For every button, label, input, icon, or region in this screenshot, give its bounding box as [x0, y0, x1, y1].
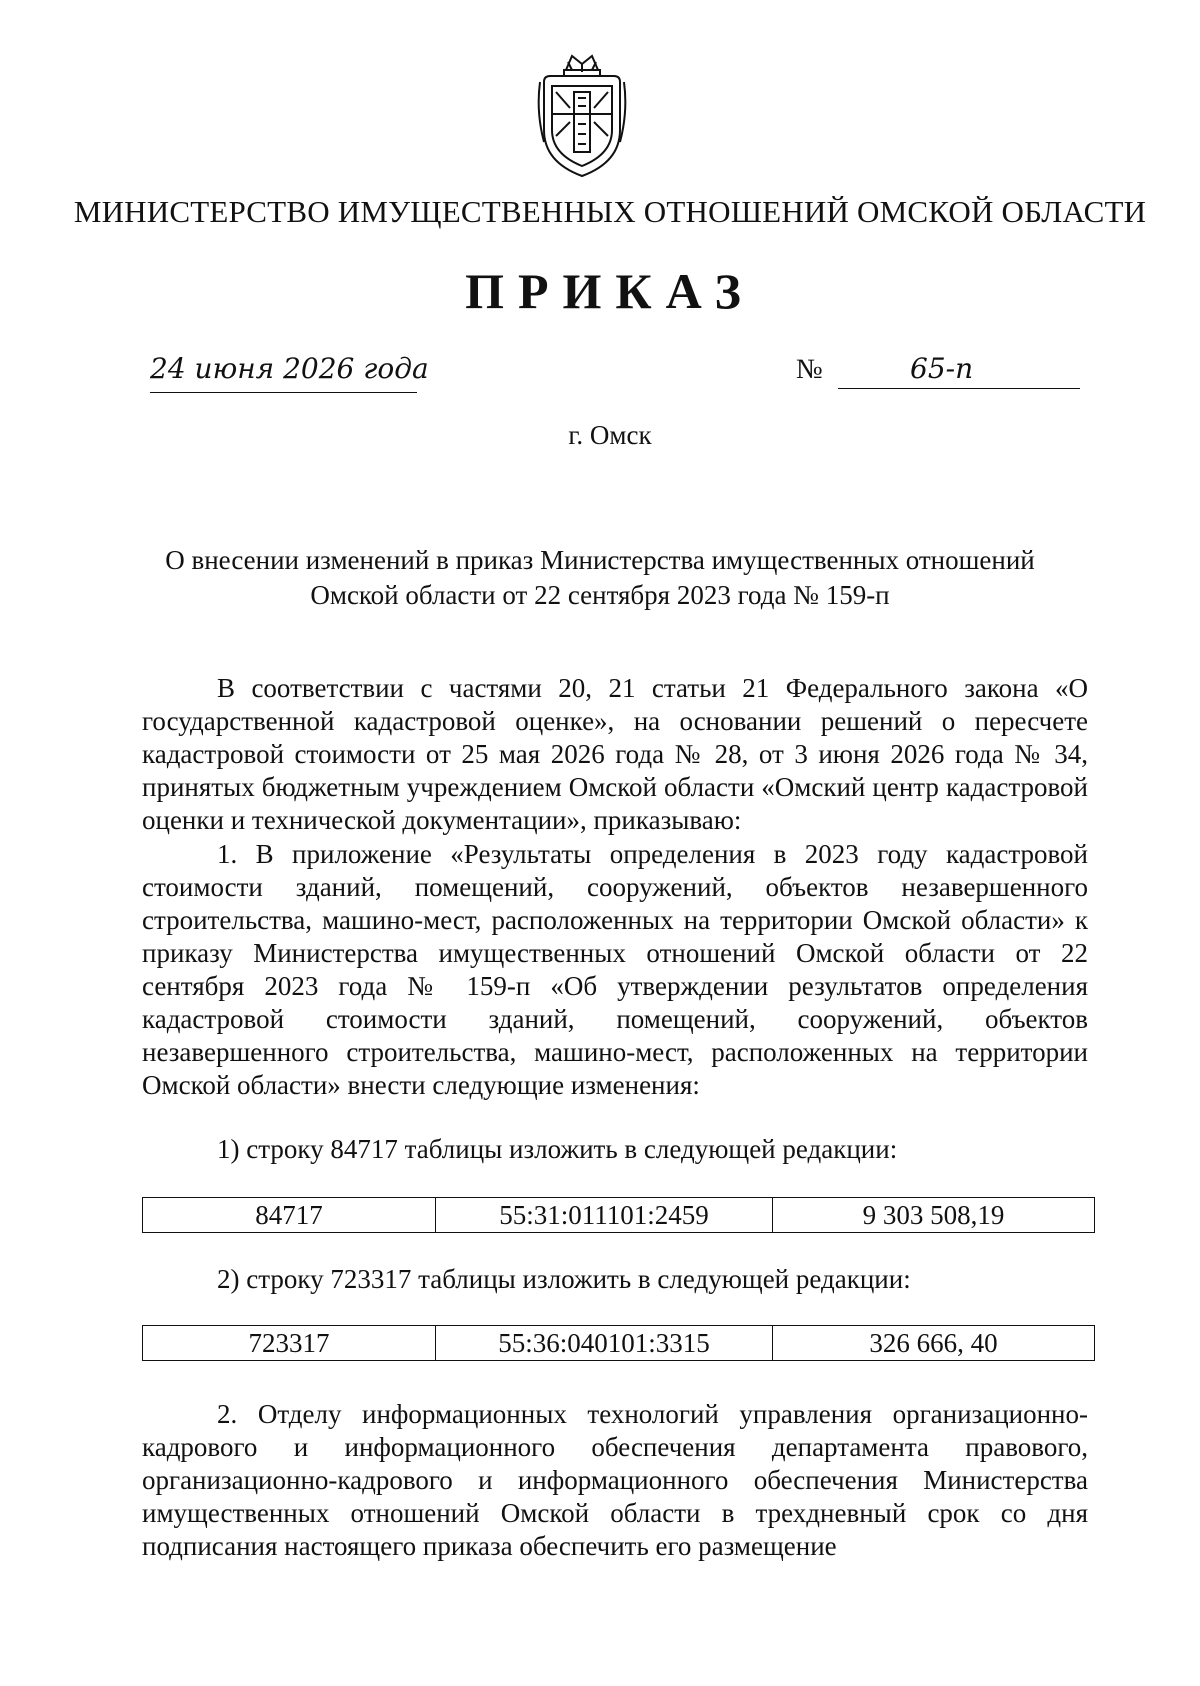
cadastral-number-cell: 55:36:040101:3315 — [436, 1326, 773, 1361]
item-2-paragraph: 2. Отделу информационных технологий управления организационно-кадрового и информационного обеспечения департамента правового, организационно-кадрового и информационного обеспечения Министерства имущественных отношений Омской области в трехдневный срок со дня подписания настоящего приказа обеспечить его размещение — [142, 1399, 1088, 1561]
cadastral-number-cell: 55:31:011101:2459 — [436, 1198, 773, 1233]
subitem-2-text: 2) строку 723317 таблицы изложить в следующей редакции: — [217, 1264, 911, 1294]
number-underline — [838, 388, 1080, 389]
city-name: г. Омск — [568, 420, 652, 450]
preamble-paragraph: В соответствии с частями 20, 21 статьи 21 Федерального закона «О государственной кадастровой оценке», на основании решений о пересчете кадастровой стоимости от 25 мая 2026 года № 28, от 3 июня 2026 года № 34, принятых бюджетным учреждением Омской области «Омский центр кадастровой оценки и технической документации», приказываю: — [142, 673, 1088, 835]
handwritten-date: 24 июня 2026 года — [150, 352, 429, 385]
table-row-84717 — [142, 1197, 1095, 1233]
row-number-cell: 84717 — [143, 1198, 436, 1233]
row-number-cell: 723317 — [143, 1326, 436, 1361]
subitem-1-text: 1) строку 84717 таблицы изложить в следующей редакции: — [217, 1134, 898, 1164]
document-type-title: ПРИКАЗ — [465, 263, 755, 319]
handwritten-number: 65-п — [910, 352, 974, 385]
cadastral-value-cell: 9 303 508,19 — [773, 1198, 1095, 1233]
ministry-name: МИНИСТЕРСТВО ИМУЩЕСТВЕННЫХ ОТНОШЕНИЙ ОМСКОЙ ОБЛАСТИ — [73, 194, 1147, 229]
cadastral-value-cell: 326 666, 40 — [773, 1326, 1095, 1361]
date-underline — [150, 392, 417, 393]
table-row — [143, 1198, 1095, 1233]
subject-line-1: О внесении изменений в приказ Министерства имущественных отношений — [165, 545, 1035, 575]
table-row — [143, 1326, 1095, 1361]
table-row-723317 — [142, 1325, 1095, 1361]
subject-line-2: Омской области от 22 сентября 2023 года № 159-п — [310, 580, 890, 610]
number-label: № — [796, 354, 823, 385]
order-subject — [100, 543, 1100, 613]
coat-of-arms-emblem — [536, 52, 628, 180]
item-1-paragraph: 1. В приложение «Результаты определения в 2023 году кадастровой стоимости зданий, помещений, сооружений, объектов незавершенного строительства, машино-мест, расположенных на территории Омской области» к приказу Министерства имущественных отношений Омской области от 22 сентября 2023 года № 159-п «Об утверждении результатов определения кадастровой стоимости зданий, помещений, сооружений, объектов незавершенного строительства, машино-мест, расположенных на территории Омской области» внести следующие изменения: — [142, 839, 1088, 1100]
